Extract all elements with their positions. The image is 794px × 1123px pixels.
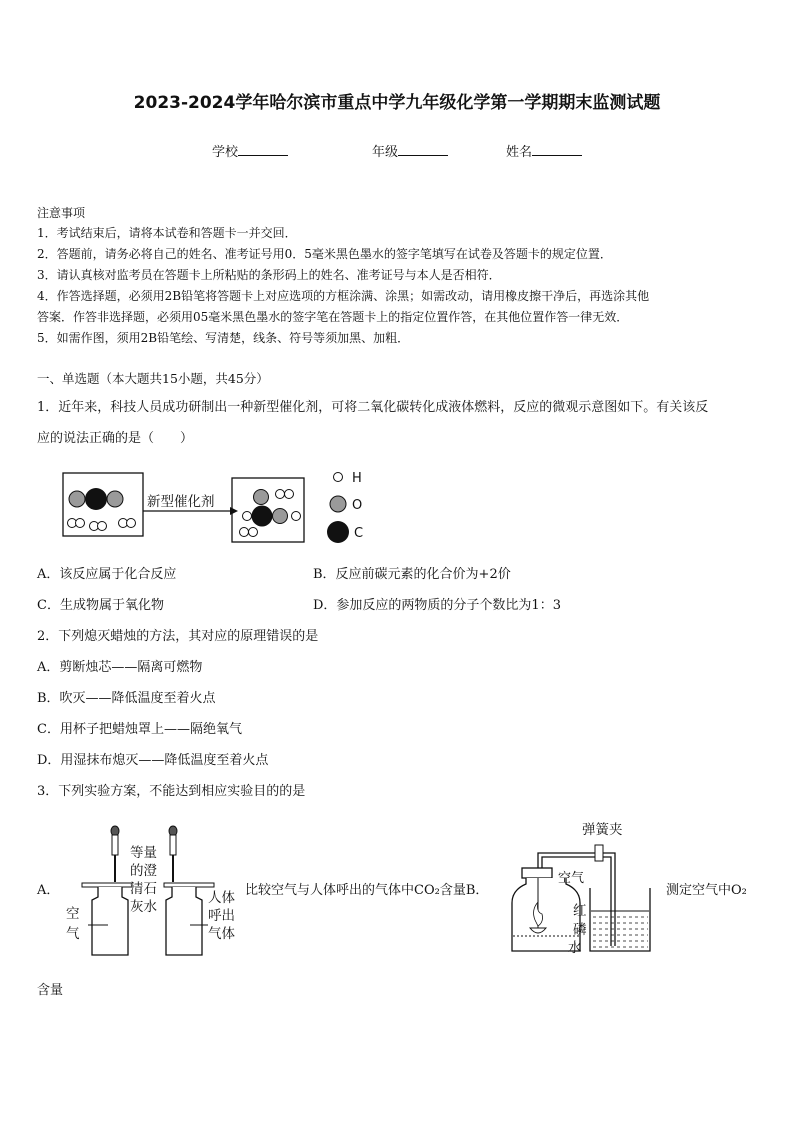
q2-option-d[interactable]: D．用湿抹布熄灭——降低温度至着火点 xyxy=(37,753,269,768)
dropper-label-line: 的澄 xyxy=(130,863,157,879)
q2-option-a[interactable]: A．剪断烛芯——隔离可燃物 xyxy=(37,660,203,675)
school-field[interactable] xyxy=(212,141,288,160)
notice-item: 答案．作答非选择题，必须用05毫米黑色墨水的签字笔在答题卡上的指定位置作答，在其他位置作答一律无效． xyxy=(37,310,629,324)
q3-option-a-text[interactable]: 比较空气与人体呼出的气体中CO₂含量B． xyxy=(245,883,489,898)
carbon-atom xyxy=(85,488,107,510)
exhaled-gas-label: 人体 xyxy=(208,890,235,906)
notice-item: 5．如需作图，须用2B铅笔绘、写清楚，线条、符号等须加黑、加粗． xyxy=(37,331,410,345)
q3-option-a-label[interactable]: A． xyxy=(37,883,60,898)
air-label: 空 xyxy=(66,906,80,922)
spring-clamp xyxy=(595,845,603,861)
dropper-label-line: 等量 xyxy=(130,845,157,861)
q3-option-b-continued: 含量 xyxy=(37,983,64,998)
q2-option-c[interactable]: C．用杯子把蜡烛罩上——隔绝氧气 xyxy=(37,722,242,737)
page-title: 2023-2024学年哈尔滨市重点中学九年级化学第一学期期末监测试题 xyxy=(133,93,661,113)
oxygen-atom xyxy=(69,491,85,507)
notice-item: 3．请认真核对监考员在答题卡上所粘贴的条形码上的姓名、准考证号与本人是否相符． xyxy=(37,268,501,282)
exhaled-gas-label: 呼出 xyxy=(208,908,235,924)
oxygen-atom xyxy=(107,491,123,507)
q1-option-a[interactable]: A．该反应属于化合反应 xyxy=(37,567,177,582)
q2-option-b[interactable]: B．吹灭——降低温度至着火点 xyxy=(37,691,216,706)
q1-option-b[interactable]: B．反应前碳元素的化合价为+2价 xyxy=(313,567,511,582)
q1-stem-line1: 1．近年来，科技人员成功研制出一种新型催化剂，可将二氧化碳转化成液体燃料，反应的微观示意图如下。有关该反 xyxy=(37,400,709,415)
clamp-label: 弹簧夹 xyxy=(582,822,623,838)
q2-stem: 2．下列熄灭蜡烛的方法，其对应的原理错误的是 xyxy=(37,629,319,644)
phosphorus-label: 红 xyxy=(573,903,587,919)
school-blank[interactable] xyxy=(238,143,288,156)
dropper-label-line: 灰水 xyxy=(130,899,157,915)
q3-apparatus-b xyxy=(500,818,665,958)
name-field[interactable] xyxy=(506,141,582,160)
q3-option-b-text[interactable]: 测定空气中O₂ xyxy=(666,883,747,898)
notice-heading: 注意事项 xyxy=(37,206,86,220)
dropper-label-line: 清石 xyxy=(130,881,157,897)
q1-reaction-diagram xyxy=(60,466,390,546)
phosphorus-label: 磷 xyxy=(573,922,587,938)
school-label: 学校 xyxy=(212,145,239,160)
grade-blank[interactable] xyxy=(398,143,448,156)
carbon-legend-dot xyxy=(327,521,349,543)
water-label: 水 xyxy=(568,940,582,956)
grade-label: 年级 xyxy=(372,145,399,160)
q1-option-d[interactable]: D．参加反应的两物质的分子个数比为1：3 xyxy=(313,598,561,613)
catalyst-label: 新型催化剂 xyxy=(147,494,215,510)
name-label: 姓名 xyxy=(506,145,533,160)
flask-air-label: 空气 xyxy=(558,871,585,886)
legend-h: H xyxy=(352,471,362,486)
name-blank[interactable] xyxy=(532,143,582,156)
q1-stem-line2: 应的说法正确的是（ ） xyxy=(37,431,194,446)
legend-c: C xyxy=(354,526,364,541)
notice-item: 1．考试结束后，请将本试卷和答题卡一并交回． xyxy=(37,226,297,240)
air-label: 气 xyxy=(66,926,80,942)
notice-item: 2．答题前，请务必将自己的姓名、准考证号用0．5毫米黑色墨水的签字笔填写在试卷及答题卡的规定位置． xyxy=(37,247,612,261)
q1-option-c[interactable]: C．生成物属于氧化物 xyxy=(37,598,164,613)
section-heading: 一、单选题（本大题共15小题，共45分） xyxy=(37,371,269,386)
legend-o: O xyxy=(352,498,363,513)
oxygen-legend-dot xyxy=(330,496,346,512)
q3-stem: 3．下列实验方案，不能达到相应实验目的的是 xyxy=(37,784,306,799)
q3-apparatus-a xyxy=(60,820,245,960)
exhaled-gas-label: 气体 xyxy=(208,926,235,942)
hydrogen-legend-dot xyxy=(334,473,343,482)
grade-field[interactable] xyxy=(372,141,448,160)
notice-item: 4．作答选择题，必须用2B铅笔将答题卡上对应选项的方框涂满、涂黑；如需改动，请用橡皮擦干净后，再选涂其他 xyxy=(37,289,650,303)
